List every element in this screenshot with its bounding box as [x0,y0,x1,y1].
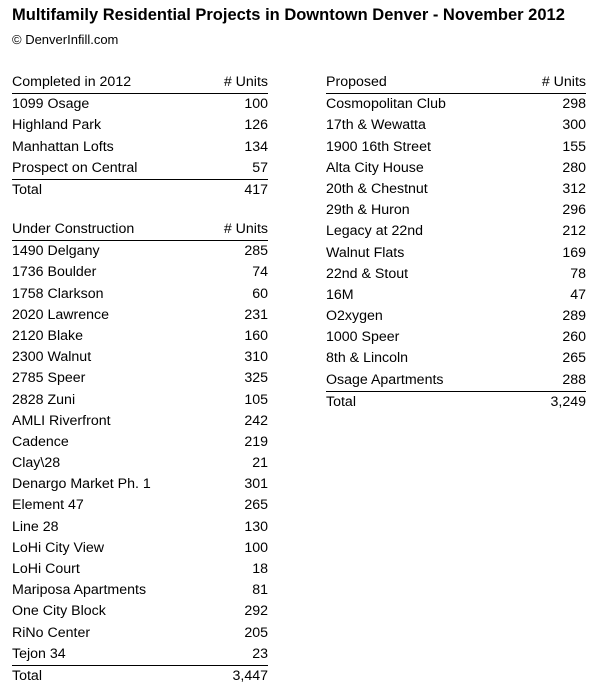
unit-count: 219 [244,433,268,450]
unit-count: # Units [223,221,268,237]
unit-count: 100 [244,96,268,113]
unit-count: 23 [252,645,268,662]
table-row [326,158,586,179]
table-row [326,221,586,242]
unit-count: 289 [562,308,586,325]
unit-count: 242 [244,412,268,429]
unit-count: 155 [562,138,586,155]
project-name: 22nd & Stout [326,265,409,282]
table-row [12,411,268,432]
unit-count: 292 [244,603,268,620]
unit-count: 81 [252,582,268,599]
unit-count: 21 [252,455,268,472]
project-name: AMLI Riverfront [12,412,111,429]
table-row [326,179,586,200]
table-row [12,474,268,495]
copyright-notice: © DenverInfill.com [12,32,119,47]
project-name: One City Block [12,603,106,620]
unit-count: 298 [562,96,586,113]
project-name: Walnut Flats [326,244,405,261]
project-name: 1900 16th Street [326,138,431,155]
unit-count: 126 [244,117,268,134]
project-name: 1758 Clarkson [12,285,104,302]
table-row [12,432,268,453]
table-row [12,368,268,389]
table-row [12,158,268,180]
table-row [12,137,268,158]
total-row [12,180,268,201]
unit-count: 212 [562,223,586,240]
table-row [12,305,268,326]
table-row [12,262,268,283]
project-name: 1000 Speer [326,329,400,346]
project-name: Clay\28 [12,455,61,472]
total-row [12,666,268,687]
table-header [326,72,586,94]
project-name: Total [12,181,42,198]
total-row [326,392,586,413]
unit-count: 265 [244,497,268,514]
table-row [12,644,268,666]
table-row [12,115,268,136]
table-row [12,517,268,538]
project-name: 20th & Chestnut [326,180,428,197]
table-row [12,284,268,305]
project-name: Alta City House [326,159,424,176]
project-name: LoHi Court [12,561,80,577]
project-name: Element 47 [12,497,84,514]
project-name: Denargo Market Ph. 1 [12,476,151,493]
page-title: Multifamily Residential Projects in Downtown Denver - November 2012 [12,6,565,24]
unit-count: 134 [244,138,268,155]
project-name: LoHi City View [12,539,104,556]
table-row [12,623,268,644]
project-name: Line 28 [12,518,59,535]
unit-count: 296 [562,202,586,219]
table-row [12,495,268,516]
project-name: 29th & Huron [326,202,410,219]
unit-count: 285 [244,243,268,260]
table-row [12,559,268,580]
unit-count: 74 [252,264,268,281]
unit-count: 100 [244,539,268,556]
table-header [12,72,268,94]
table-row [12,538,268,559]
proposed-table [326,72,586,413]
project-name: 2785 Speer [12,370,86,387]
project-name: Highland Park [12,117,102,134]
table-row [12,94,268,115]
unit-count: 47 [570,286,586,303]
table-header [12,219,268,241]
unit-count: 169 [562,244,586,261]
unit-count: 312 [562,180,586,197]
table-row [326,137,586,158]
completed-table [12,72,268,201]
table-row [326,200,586,221]
table-row [326,348,586,369]
project-name: 1736 Boulder [12,264,97,281]
unit-count: 78 [570,265,586,282]
unit-count: 3,249 [550,393,586,410]
table-row [12,326,268,347]
under-construction-table [12,219,268,687]
unit-count: 160 [244,327,268,344]
project-name: Completed in 2012 [12,74,132,90]
unit-count: 130 [244,518,268,535]
project-name: 1099 Osage [12,96,90,113]
unit-count: 301 [244,476,268,493]
table-row [12,580,268,601]
project-name: RiNo Center [12,624,91,641]
unit-count: 18 [252,561,268,577]
project-name: Tejon 34 [12,645,66,662]
project-name: Manhattan Lofts [12,138,114,155]
unit-count: 231 [244,306,268,323]
unit-count: 325 [244,370,268,387]
table-row [12,241,268,262]
project-name: Cadence [12,433,69,450]
project-name: O2xygen [326,308,383,325]
unit-count: 105 [244,391,268,408]
unit-count: 3,447 [232,667,268,684]
project-name: Osage Apartments [326,371,444,388]
project-name: 1490 Delgany [12,243,100,260]
unit-count: 57 [252,159,268,176]
table-row [12,453,268,474]
project-name: 8th & Lincoln [326,350,409,367]
table-row [326,370,586,392]
unit-count: 288 [562,371,586,388]
project-name: Legacy at 22nd [326,223,424,240]
unit-count: # Units [541,74,586,90]
project-name: Total [12,667,42,684]
table-row [12,347,268,368]
unit-count: # Units [223,74,268,90]
table-row [12,390,268,411]
project-name: Cosmopolitan Club [326,96,446,113]
project-name: Under Construction [12,221,135,237]
project-name: 2828 Zuni [12,391,76,408]
table-row [326,306,586,327]
project-name: 2120 Blake [12,327,83,344]
project-name: Prospect on Central [12,159,138,176]
project-name: 17th & Wewatta [326,117,426,134]
unit-count: 265 [562,350,586,367]
table-row [326,264,586,285]
unit-count: 300 [562,117,586,134]
project-name: Total [326,393,356,410]
unit-count: 205 [244,624,268,641]
unit-count: 280 [562,159,586,176]
project-name: 2020 Lawrence [12,306,110,323]
project-name: Proposed [326,74,387,90]
table-row [326,115,586,136]
project-name: 16M [326,286,354,303]
table-row [326,285,586,306]
table-row [326,243,586,264]
table-row [326,94,586,115]
table-row [326,327,586,348]
unit-count: 310 [244,349,268,366]
unit-count: 260 [562,329,586,346]
unit-count: 417 [244,181,268,198]
project-name: Mariposa Apartments [12,582,147,599]
table-row [12,601,268,622]
unit-count: 60 [252,285,268,302]
project-name: 2300 Walnut [12,349,92,366]
